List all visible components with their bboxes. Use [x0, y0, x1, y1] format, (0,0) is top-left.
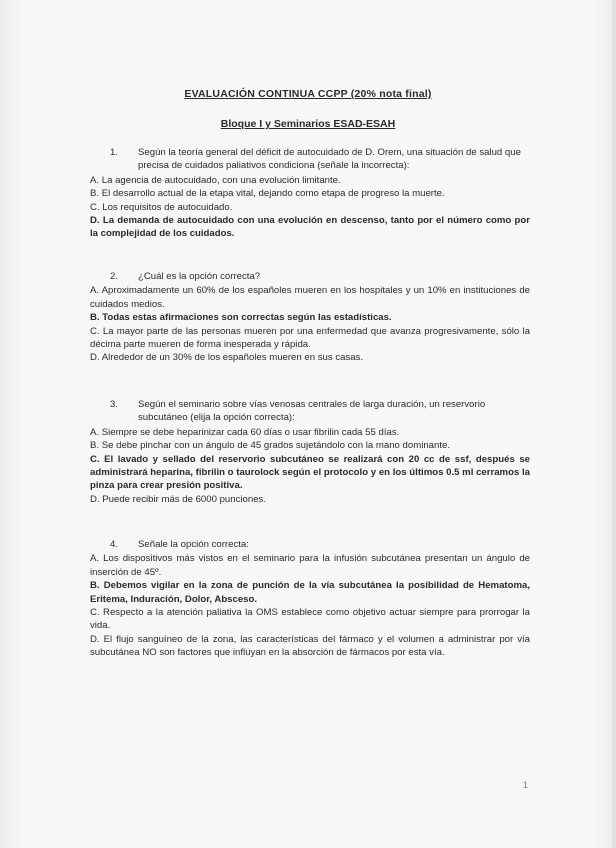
- scan-edge: [612, 0, 616, 848]
- question-1: [90, 146, 530, 241]
- option-a: A. Aproximadamente un 60% de los españoles mueren en los hospitales y un 10% en instituciones de cuidados medios.: [90, 285, 530, 310]
- question-number: 3.: [110, 399, 119, 410]
- option-a: A. Siempre se debe heparinizar cada 60 días o usar fibrilin cada 55 días.: [90, 426, 400, 438]
- option-d: D. El flujo sanguíneo de la zona, las características del fármaco y el volumen a administrar por vía subcutánea NO son factores que influyan en la absorción de fármacos por esta vía.: [90, 633, 530, 659]
- option-c: C. Los requisitos de autocuidado.: [90, 201, 233, 213]
- document-subtitle: Bloque I y Seminarios ESAD-ESAH: [220, 118, 396, 130]
- option-b: B. Se debe pinchar con un ángulo de 45 grados sujetándolo con la mano dominante.: [90, 440, 451, 452]
- page-mark: 1: [522, 780, 528, 790]
- question-text: Señale la opción correcta:: [138, 539, 249, 550]
- option-d-answer: D. La demanda de autocuidado con una evolución en descenso, tanto por el número como por la complejidad de los cuidados.: [90, 215, 530, 240]
- question-number: 4.: [110, 539, 119, 550]
- option-c: C. La mayor parte de las personas mueren por una enfermedad que avanza progresivamente, sólo la décima parte mueren de forma inesperada y rápida.: [90, 325, 530, 351]
- question-text: Según la teoría general del déficit de autocuidado de D. Orem, una situación de salud que precisa de cuidados paliativos condiciona (señale la incorrecta):: [138, 147, 521, 172]
- option-c: C. Respecto a la atención paliativa la OMS establece como objetivo actuar siempre para prorrogar la vida.: [90, 607, 530, 632]
- question-number: 1.: [110, 147, 119, 158]
- option-b-answer: B. Todas estas afirmaciones son correctas según las estadísticas.: [90, 312, 392, 324]
- question-text: ¿Cuál es la opción correcta?: [138, 271, 261, 282]
- option-a: A. Los dispositivos más vistos en el seminario para la infusión subcutánea presentan un ángulo de inserción de 45º.: [90, 553, 530, 578]
- question-number: 2.: [110, 271, 119, 282]
- option-a: A. La agencia de autocuidado, con una evolución limitante.: [90, 174, 341, 186]
- option-b: B. El desarrollo actual de la etapa vital, dejando como etapa de progreso la muerte.: [90, 188, 445, 200]
- question-2: [90, 270, 530, 365]
- option-b-answer: B. Debemos vigilar en la zona de punción de la vía subcutánea la posibilidad de Hematoma, Eritema, Induración, Dolor, Absceso.: [90, 580, 530, 605]
- question-4: [90, 538, 530, 660]
- question-3: [90, 398, 530, 506]
- question-text: Según el seminario sobre vías venosas centrales de larga duración, un reservorio subcutáneo (elija la opción correcta):: [138, 399, 486, 424]
- option-d: D. Puede recibir más de 6000 punciones.: [90, 493, 266, 505]
- option-c-answer: C. El lavado y sellado del reservorio subcutáneo se realizará con 20 cc de ssf, después se administrará heparina, fibrilin o taurolock según el protocolo y en los últimos 0.5 ml cerramos la pinza para crear presión positiva.: [90, 453, 530, 492]
- document-title: EVALUACIÓN CONTINUA CCPP (20% nota final): [184, 88, 432, 100]
- option-d: D. Alrededor de un 30% de los españoles mueren en sus casas.: [90, 352, 364, 364]
